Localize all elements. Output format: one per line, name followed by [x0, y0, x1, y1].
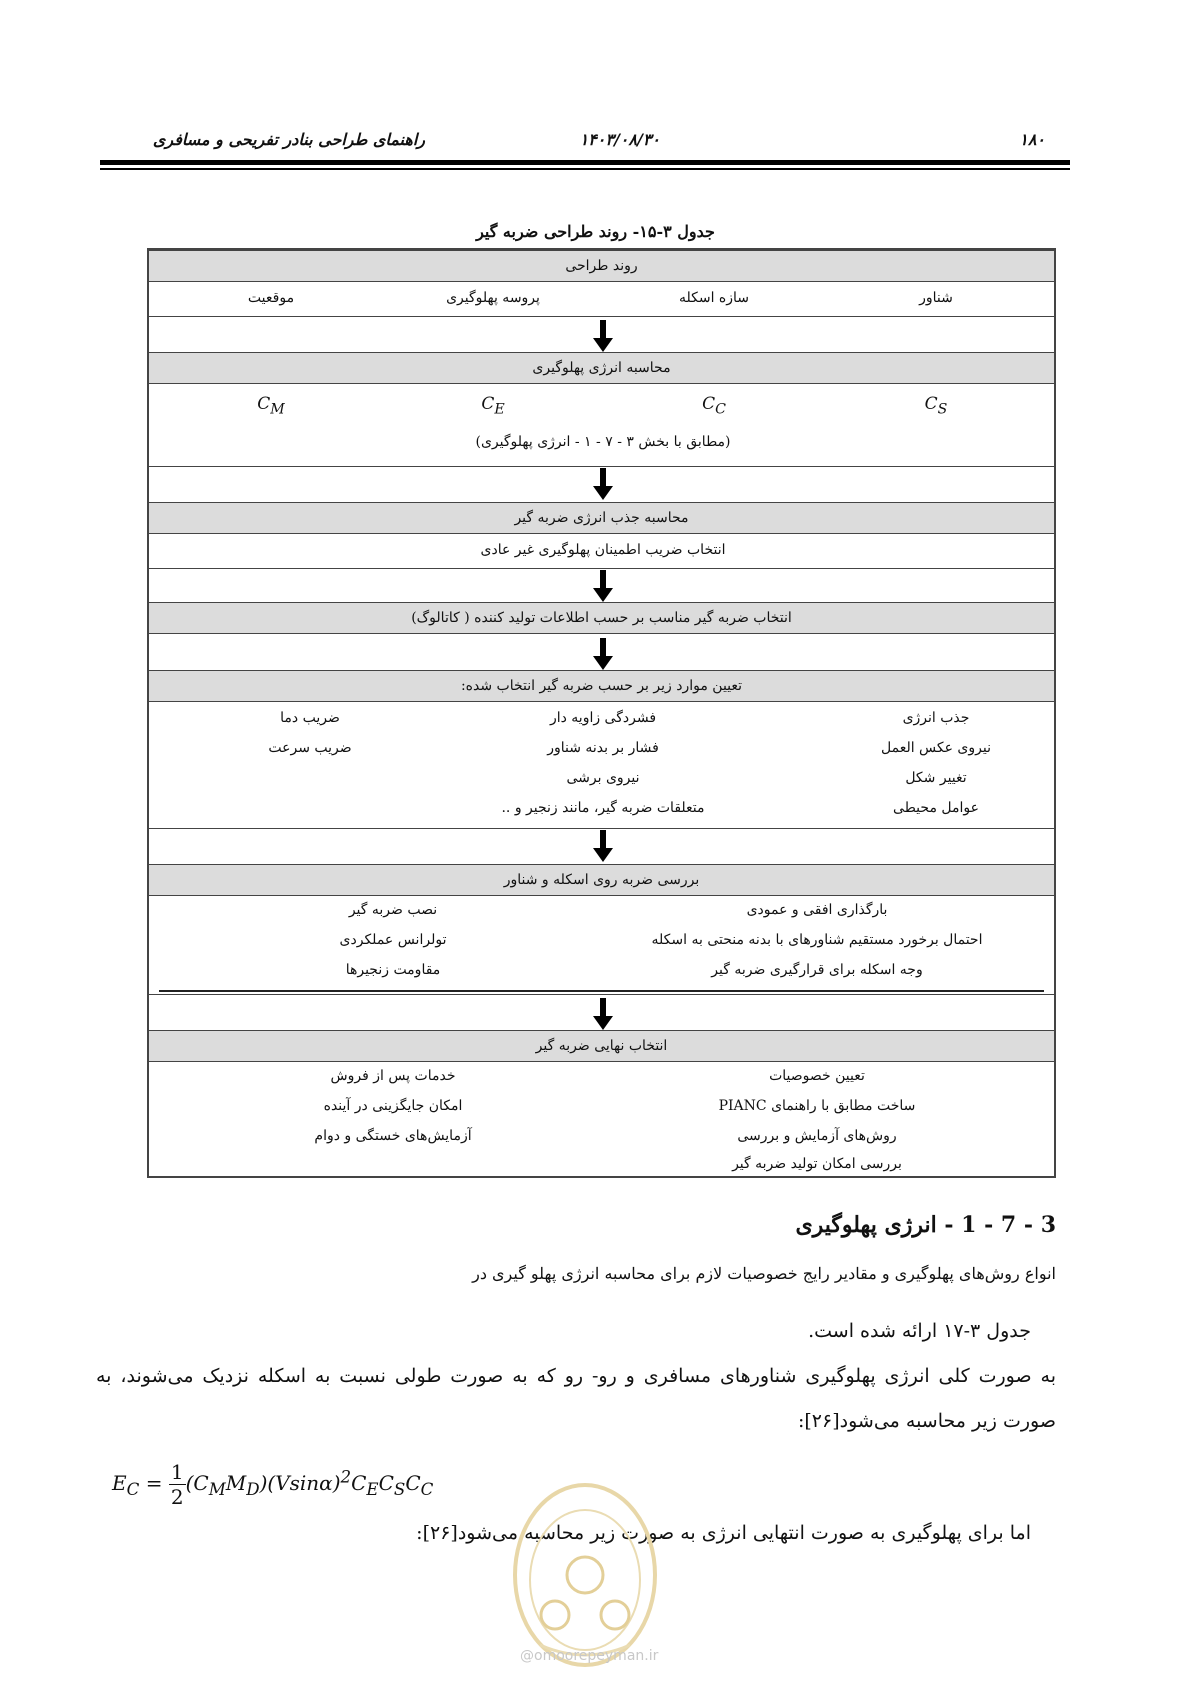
item-test-methods: روش‌های آزمایش و بررسی	[737, 1128, 897, 1144]
item-loading: بارگذاری افقی و عمودی	[746, 902, 888, 918]
item-replacement: امکان جایگزینی در آینده	[323, 1098, 463, 1114]
item-shear-force: نیروی برشی	[566, 770, 640, 786]
item-environmental: عوامل محیطی	[893, 800, 979, 816]
item-deflection: تغییر شکل	[905, 770, 967, 786]
item-specifications: تعیین خصوصیات	[769, 1068, 865, 1084]
design-flow-table	[147, 248, 1056, 1178]
table-caption: جدول ۳-۱۵- روند طراحی ضربه گیر	[476, 222, 715, 241]
down-arrow-icon	[593, 570, 613, 602]
header-rule-thin	[100, 168, 1070, 170]
row-divider	[149, 828, 1054, 829]
row-divider	[149, 466, 1054, 467]
down-arrow-icon	[593, 638, 613, 670]
header-title: راهنمای طراحی بنادر تفریحی و مسافری	[152, 130, 425, 149]
item-energy-absorption: جذب انرژی	[902, 710, 970, 726]
item-hull-pressure: فشار بر بدنه شناور	[547, 740, 659, 756]
row-divider	[149, 994, 1054, 995]
paragraph-3-line1: به صورت کلی انرژی پهلوگیری شناورهای مسافری و رو- رو که به صورت طولی نسبت به اسکله نزدیک می‌شوند، به	[96, 1365, 1056, 1387]
item-tolerance: تولرانس عملکردی	[339, 932, 447, 948]
band-final-selection: انتخاب نهایی ضربه گیر	[149, 1030, 1054, 1062]
band-design-process: روند طراحی	[149, 250, 1054, 282]
down-arrow-icon	[593, 468, 613, 500]
band-fender-absorption: محاسبه جذب انرژی ضربه گیر	[149, 502, 1054, 534]
row-divider-thick	[159, 990, 1044, 992]
watermark-logo	[510, 1475, 660, 1675]
energy-formula: $E_C$ = $\frac{1}{2}$ $(C_MM_D)(Vsin\alpha)^2C_EC_SC_C$	[112, 1460, 434, 1509]
item-angular-compression: فشردگی زاویه دار	[549, 710, 657, 726]
paragraph-3-line2: صورت زیر محاسبه می‌شود[۲۶]:	[797, 1410, 1056, 1432]
item-pianc: ساخت مطابق با راهنمای PIANC	[718, 1098, 916, 1114]
cell-location: موقعیت	[247, 290, 295, 306]
band-determine-items: تعیین موارد زیر بر حسب ضربه گیر انتخاب شده:	[149, 670, 1054, 702]
page-number: ۱۸۰	[1019, 130, 1045, 149]
row-divider	[149, 316, 1054, 317]
down-arrow-icon	[593, 320, 613, 352]
item-direct-impact: احتمال برخورد مستقیم شناورهای با بدنه منحتی به اسکله	[651, 932, 983, 948]
cell-berthing-process: پروسه پهلوگیری	[446, 290, 540, 306]
coeff-note: (مطابق با بخش ۳ - ۷ - ۱ - انرژی پهلوگیری)	[475, 434, 731, 450]
item-temp-factor: ضریب دما	[280, 710, 340, 726]
paragraph-2: جدول ۳-۱۷ ارائه شده است.	[808, 1320, 1031, 1342]
cell-safety-factor: انتخاب ضریب اطمینان پهلوگیری غیر عادی	[480, 542, 726, 558]
band-berthing-energy: محاسبه انرژی پهلوگیری	[149, 352, 1054, 384]
header-date: ۱۴۰۳/۰۸/۳۰	[579, 130, 660, 149]
item-production: بررسی امکان تولید ضربه گیر	[732, 1156, 902, 1172]
item-accessories: متعلقات ضربه گیر، مانند زنجیر و ..	[501, 800, 705, 816]
item-chain-strength: مقاومت زنجیرها	[345, 962, 441, 978]
watermark-text: @omoorepeyman.ir	[520, 1648, 659, 1664]
item-berth-face: وجه اسکله برای قرارگیری ضربه گیر	[711, 962, 923, 978]
item-installation: نصب ضربه گیر	[348, 902, 438, 918]
band-impact-review: بررسی ضربه روی اسکله و شناور	[149, 864, 1054, 896]
item-speed-factor: ضریب سرعت	[268, 740, 352, 756]
cell-berth-structure: سازه اسکله	[678, 290, 750, 306]
paragraph-4: اما برای پهلوگیری به صورت انتهایی انرژی به صورت زیر محاسبه می‌شود[۲۶]:	[416, 1522, 1031, 1544]
coeff-cs: $C_S$	[924, 394, 948, 418]
coeff-cm: $C_M$	[257, 394, 285, 418]
down-arrow-icon	[593, 998, 613, 1030]
band-fender-selection: انتخاب ضربه گیر مناسب بر حسب اطلاعات تولید کننده ( کاتالوگ)	[149, 602, 1054, 634]
paragraph-1: انواع روش‌های پهلوگیری و مقادیر رایج خصوصیات لازم برای محاسبه انرژی پهلو گیری در	[472, 1264, 1056, 1283]
cell-vessel: شناور	[919, 290, 953, 306]
coeff-cc: $C_C$	[702, 394, 726, 418]
item-fatigue-tests: آزمایش‌های خستگی و دوام	[314, 1128, 472, 1144]
item-reaction-force: نیروی عکس العمل	[880, 740, 992, 756]
coeff-ce: $C_E$	[481, 394, 505, 418]
row-divider	[149, 568, 1054, 569]
item-after-sales: خدمات پس از فروش	[330, 1068, 456, 1084]
section-heading: 3 - 7 - 1 - انرژی پهلوگیری	[795, 1212, 1056, 1238]
down-arrow-icon	[593, 830, 613, 862]
header-rule-thick	[100, 160, 1070, 165]
